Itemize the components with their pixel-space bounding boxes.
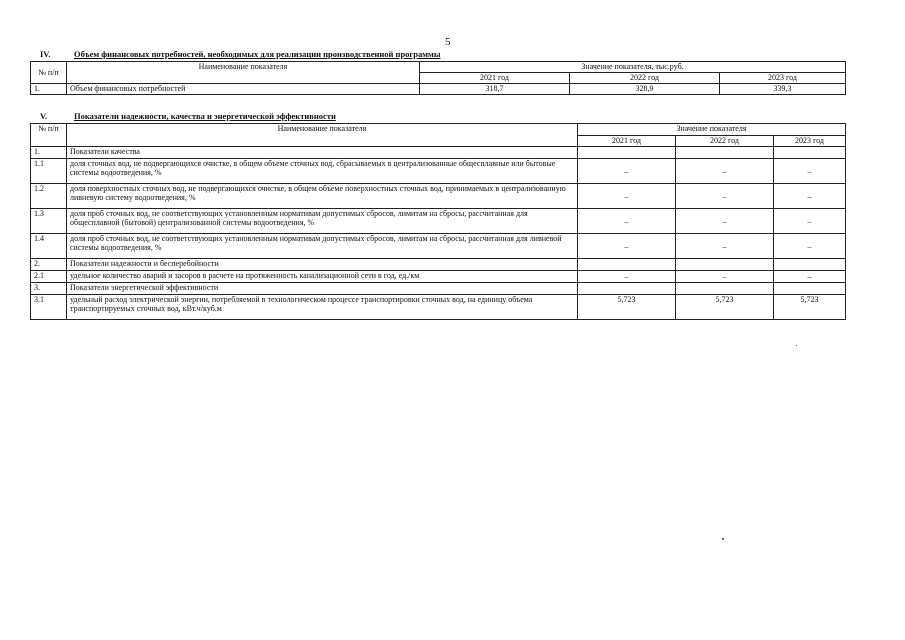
row-value-2023: – (774, 209, 846, 234)
section4-title: Объем финансовых потребностей, необходимых для реализации производственной программы (74, 49, 441, 59)
group-row (31, 147, 846, 159)
financial-needs-table (30, 61, 846, 95)
col-header-num: № п/п (31, 124, 67, 147)
row-value-2023: – (774, 234, 846, 259)
col-header-year-2023: 2023 год (774, 136, 846, 147)
table-row (31, 84, 846, 95)
row-name: доля поверхностных сточных вод, не подвергающихся очистке, в общем объеме поверхностных сточных вод, принимаемых в централизованную ливневую систему водоотведения, % (67, 184, 578, 209)
row-value-2021: – (578, 209, 676, 234)
row-num: 1. (31, 84, 67, 95)
row-num: 1.2 (31, 184, 67, 209)
row-num: 3.1 (31, 295, 67, 320)
row-value-2023: – (774, 271, 846, 283)
row-value-2021: – (578, 234, 676, 259)
table-row (31, 209, 846, 234)
row-name: Объем финансовых потребностей (67, 84, 420, 95)
row-value-2022: – (676, 209, 774, 234)
group-row (31, 259, 846, 271)
scan-speck (722, 538, 724, 540)
row-value-2021: – (578, 184, 676, 209)
row-value-2022: – (676, 159, 774, 184)
row-num: 2. (31, 259, 67, 271)
row-name: Показатели качества (67, 147, 578, 159)
row-num: 1.4 (31, 234, 67, 259)
section4-heading (40, 49, 440, 59)
col-header-value: Значение показателя (578, 124, 846, 136)
row-value-2023: – (774, 159, 846, 184)
table-row (31, 295, 846, 320)
row-value-2023: – (774, 184, 846, 209)
table-row (31, 271, 846, 283)
group-row (31, 283, 846, 295)
col-header-name: Наименование показателя (67, 62, 420, 84)
row-value-2022: – (676, 184, 774, 209)
indicators-table (30, 123, 846, 320)
col-header-year-2021: 2021 год (420, 73, 570, 84)
row-value-2022: – (676, 271, 774, 283)
row-num: 1.3 (31, 209, 67, 234)
col-header-value: Значение показателя, тыс.руб. (420, 62, 846, 73)
row-value-2021: – (578, 271, 676, 283)
page-number: 5 (445, 36, 451, 48)
row-value-2021: 5,723 (578, 295, 676, 320)
row-value-2021: – (578, 159, 676, 184)
scan-speck (796, 345, 797, 346)
row-value-2022: – (676, 234, 774, 259)
row-num: 2.1 (31, 271, 67, 283)
col-header-name: Наименование показателя (67, 124, 578, 147)
row-name: удельное количество аварий и засоров в расчете на протяженность канализационной сети в год, ед./км (67, 271, 578, 283)
row-value-2023: 339,3 (720, 84, 846, 95)
row-value-2022: 5,723 (676, 295, 774, 320)
table-row (31, 234, 846, 259)
row-num: 1.1 (31, 159, 67, 184)
row-name: Показатели энергетической эффективности (67, 283, 578, 295)
row-name: Показатели надежности и бесперебойности (67, 259, 578, 271)
col-header-num: № п/п (31, 62, 67, 84)
col-header-year-2022: 2022 год (570, 73, 720, 84)
row-name: доля проб сточных вод, не соответствующих установленным нормативам допустимых сбросов, лимитам на сбросы, рассчитанная для ливневой системы водоотведения, % (67, 234, 578, 259)
row-value-2023: 5,723 (774, 295, 846, 320)
row-value-2021: 318,7 (420, 84, 570, 95)
row-name: доля сточных вод, не подвергающихся очистке, в общем объеме сточных вод, сбрасываемых в централизованные общесплавные или бытовые системы водоотведения, % (67, 159, 578, 184)
table-row (31, 184, 846, 209)
row-value-2022: 328,9 (570, 84, 720, 95)
col-header-year-2021: 2021 год (578, 136, 676, 147)
section4-number: IV. (40, 49, 51, 59)
col-header-year-2022: 2022 год (676, 136, 774, 147)
row-name: доля проб сточных вод, не соответствующих установленным нормативам допустимых сбросов, лимитам на сбросы, рассчитанная для общесплавной (бытовой) централизованной системы водоотведения, % (67, 209, 578, 234)
section5-title: Показатели надежности, качества и энергетической эффективности (74, 111, 336, 121)
row-name: удельный расход электрической энергии, потребляемой в технологическом процессе транспортировки сточных вод, на единицу объема транспортируемых сточных вод, кВт.ч/куб.м (67, 295, 578, 320)
row-num: 3. (31, 283, 67, 295)
table-row (31, 159, 846, 184)
section5-heading (40, 111, 336, 121)
row-num: 1. (31, 147, 67, 159)
section5-number: V. (40, 111, 48, 121)
col-header-year-2023: 2023 год (720, 73, 846, 84)
